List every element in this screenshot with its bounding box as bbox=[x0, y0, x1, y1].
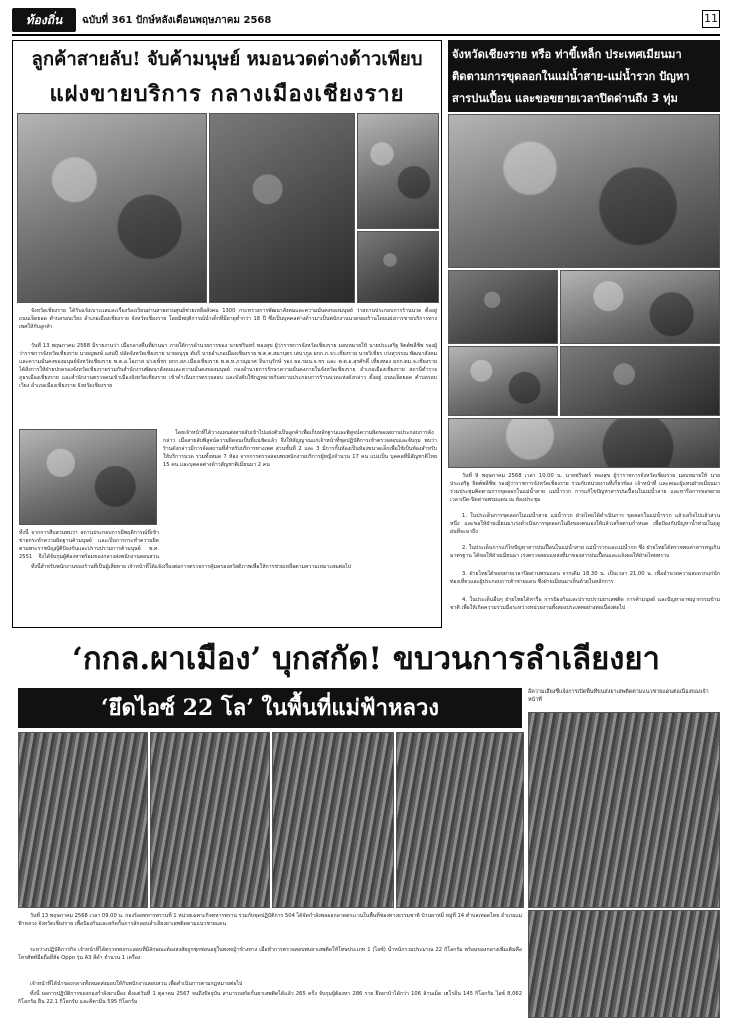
story1-para1: จังหวัดเชียงราย ได้รับแจ้งเบาะแสและเรื่องร้องเรียนผ่านสายด่วนศูนย์ช่วยเหลือสังคม 1300 กระทรวงการพัฒนาสังคมและความมั่นคงของมนุษย์ ว่าสถานประกอบการร้านนวด ตั้งอยู่ถนนเจ็ดยอด ตำบลรอบเวียง อำเภอเมืองเชียงราย จังหวัดเชียงราย โดยมีพฤติการณ์นำเด็กที่มีอายุต่ำกว่า 18 ปี ซึ่งเป็นบุคคลต่างด้าวมาเป็นพนักงานนวดของร้านโดยแฝงการขายบริการทางเพศให้กับลูกค้า bbox=[19, 308, 437, 331]
story-border-meeting bbox=[448, 40, 720, 628]
story3-para4: ทั้งนี้ ผลการปฏิบัติการของกองกำลังผาเมือง ตั้งแต่วันที่ 1 ตุลาคม 2567 จนถึงปัจจุบัน สามารถสกัดกั้นยาเสพติดได้แล้ว 265 ครั้ง จับกุมผู้ต้องหา 286 ราย ยึดยาบ้าได้กว่า 106 ล้านเม็ด เฮโรอีน 145 กิโลกรัม ไอซ์ 8,062 กิโลกรัม ฝิ่น 22.1 กิโลกรัม และคีตามีน 595 กิโลกรัม bbox=[18, 991, 522, 1006]
photo-officers-street bbox=[357, 113, 439, 229]
photo-seized-package bbox=[528, 712, 720, 908]
story1-headline-2: แฝงขายบริการ กลางเมืองเชียงราย bbox=[49, 81, 405, 107]
story1-headline-1: ลูกค้าสายลับ! จับค้ามนุษย์ หมอนวดต่างด้าวเพียบ bbox=[31, 49, 423, 70]
photo-meeting-table-2 bbox=[560, 346, 720, 416]
story2-item1: 1. ในประเด็นการขุดลอกในแม่น้ำสาย แม่น้ำรวก ฝ่ายไทยได้ดำเนินการ ขุดลอกในแม่น้ำรวก แล้วเสร็จไปแล้วส่วนหนึ่ง และขอให้ฝ่ายเมียนมาเร่งดำเนินการขุดลอกในฝั่งของตนเองให้แล้วเสร็จตามกำหนด เพื่อป้องกันปัญหาน้ำท่วมในฤดูฝนที่จะมาถึง bbox=[450, 513, 720, 536]
photo-meeting-room-2 bbox=[560, 270, 720, 344]
story1-para5: ทั้งนี้สำหรับพนักงานของร้านที่เป็นผู้เสียหาย เจ้าหน้าที่ได้แจ้งเรื่องต่อการตรวจการคุ้มครองสวัสดิภาพเพื่อให้การช่วยเหลือตามความเหมาะสมต่อไป bbox=[31, 564, 352, 570]
photo-drug-bag-field bbox=[396, 732, 524, 908]
photo-sack-grass bbox=[528, 910, 720, 1018]
story2-headline-2: ติดตามการขุดลอกในแม่น้ำสาย-แม่น้ำรวก ปัญหา bbox=[452, 70, 690, 83]
masthead bbox=[12, 8, 720, 34]
story3-headline-1: ‘กกล.ผาเมือง’ บุกสกัด! ขบวนการลำเลียงยา bbox=[72, 641, 660, 677]
story3-side-caption: อีความเสียงชี้แจ้งการเปิดพื้นที่ขนส่งยาเสพติดตามแนวชายแดนต่อเนื่องของเจ้าหน้าที่ bbox=[528, 689, 709, 704]
photo-meeting-officials bbox=[448, 114, 720, 268]
photo-officers-room bbox=[209, 113, 355, 303]
story1-para3: โดยเจ้าหน้าที่ได้วางแผนส่งสายลับเข้าไปแฝงตัวเป็นลูกค้าเพื่อเก็บหลักฐานและพิสูจน์ความผิดของสถานประกอบการดังกล่าว เมื่อสายลับพิสูจน์ความผิดจนเป็นที่แน่ชัดแล้ว จึงให้สัญญาณแก่เจ้าหน้าที่ชุดปฏิบัติการเข้าตรวจสอบและจับกุม พบว่าร้านดังกล่าวมีการจัดสถานที่สำหรับบริการทางเพศ ส่วนชั้นที่ 2 และ 3 มีการกั้นห้องเป็นห้องขนาดเล็กเพื่อใช้เป็นห้องสำหรับให้บริการนวด รวมทั้งหมด 7 ห้อง จากการตรวจสอบพบพนักงานบริการผู้หญิงจำนวน 17 คน แบ่งเป็น บุคคลที่มีสัญชาติไทย 15 คน และบุคคลต่างด้าวสัญชาติเมียนมา 2 คน bbox=[163, 430, 437, 469]
story3-headline-2: ‘ยึดไอซ์ 22 โล’ ในพื้นที่แม่ฟ้าหลวง bbox=[100, 695, 440, 721]
story2-item4: 4. ในประเด็นอื่นๆ ฝ่ายไทยได้หารือ การป้องกันและปราบปรามยาเสพติด การค้ามนุษย์ และปัญหาอาชญากรรมข้ามชาติ เพื่อให้เกิดความร่วมมือระหว่างหน่วยงานทั้งสองประเทศอย่างต่อเนื่องต่อไป bbox=[450, 597, 720, 612]
photo-meeting-room-1 bbox=[448, 270, 558, 344]
photo-officer-documents bbox=[19, 429, 157, 525]
story2-headline-3: สารปนเปื้อน และขอขยายเวลาปิดด่านถึง 3 ทุ่ม bbox=[452, 92, 678, 105]
story1-para2: วันที่ 13 พฤษภาคม 2568 มีรายงานว่า เมื่อกลางคืนที่ผ่านมา ภายใต้การอำนวยการของ นายชรินทร์ ทองสุข ผู้ว่าราชการจังหวัดเชียงราย มอบหมายให้ นายประเสริฐ จิตต์พลีชีพ รองผู้ว่าราชการจังหวัดเชียงราย นายญพงษ์ แสนปี ปลัดจังหวัดเชียงราย นายอนุรุธ ตันรี นายอำเภอเมืองเชียงราย พ.ต.ต.สมาบุตร เสนาภูล ผกก.ภ.จว.เชียงราย นายวิเชียร เก่งสุวรรณ พัฒนาสังคมและความมั่นคงของมนุษย์จังหวัดเชียงราย พ.ต.อ.โอภาส ม่วงเพ็ชร ผกก.สภ.เมืองเชียงราย พ.ต.ท.ภาณุมาศ จีนานุรักษ์ รอง ผอ.รมน.จ.ชร และ พ.ต.อ.สุรศักดิ์ เที่ยงทอง ผกก.ตม.จ.เชียงราย ได้สั่งการให้ฝ่ายปกครองจังหวัดเชียงรายร่วมกับสำนักงานพัฒนาสังคมและความมั่นคงของมนุษย์ กองอำนวยการรักษาความมั่นคงภายในจังหวัดเชียงราย อำเภอเมืองเชียงราย สถานีตำรวจภูธรเมืองเชียงราย และสำนักงานตรวจคนเข้าเมืองจังหวัดเชียงราย เข้าดำเนินการตรวจสอบ และบังคับใช้กฎหมายกับสถานประกอบการร้านนวดแห่งดังกล่าว ตั้งอยู่ ถนนเจ็ดยอด ตำบลรอบเวียง อำเภอเมืองเชียงราย จังหวัดเชียงราย bbox=[19, 343, 437, 390]
masthead-rule bbox=[12, 34, 720, 36]
logo-text: ท้องถิ่น bbox=[25, 13, 63, 27]
masthead-logo bbox=[12, 8, 76, 32]
photo-soldiers-inspect bbox=[150, 732, 270, 908]
photo-meeting-table-1 bbox=[448, 346, 558, 416]
photo-soldier-grass bbox=[272, 732, 394, 908]
page-number: 11 bbox=[702, 10, 720, 28]
story2-headline-1: จังหวัดเชียงราย หรือ ท่าขี้เหล็ก ประเทศเมียนมา bbox=[452, 48, 682, 61]
photo-officer-standing bbox=[357, 231, 439, 303]
photo-raid-interior bbox=[17, 113, 207, 303]
issue-line: ฉบับที่ 361 ปักษ์หลังเดือนพฤษภาคม 2568 bbox=[82, 15, 272, 26]
story2-item2: 2. ในประเด็นการแก้ไขปัญหาสารปนเปื้อนในแม่น้ำสาย แม่น้ำรวกและแม่น้ำกก ซึ่ง ฝ่ายไทยได้ตรวจพบค่าสารหนูเกินมาตรฐาน ได้ขอให้ฝ่ายเมียนมา เร่งตรวจสอบแหล่งที่มาของสารปนเปื้อนและแจ้งผลให้ฝ่ายไทยทราบ bbox=[450, 545, 720, 560]
story2-item3: 3. ฝ่ายไทยได้ขอขยายเวลาปิดด่านพรมแดน จากเดิม 18.30 น. เป็นเวลา 21.00 น. เพื่ออำนวยความสะดวกแก่นักท่องเที่ยวและผู้ประกอบการค้าชายแดน ซึ่งฝ่ายเมียนมาเห็นด้วยในหลักการ bbox=[450, 571, 720, 586]
photo-meeting-wide bbox=[448, 418, 720, 468]
story1-para4: ทั้งนี้ จากการสืบสวนพบว่า สถานประกอบการมีพฤติการณ์ที่เข้าข่ายกระทำความผิดฐานค้ามนุษย์ และเป็นการกระทำความผิดตามพระราชบัญญัติป้องกันและปราบปรามการค้ามนุษย์ พ.ศ. 2551 จึงได้จับกุมผู้ต้องหาพร้อมของกลางส่งพนักงานสอบสวน bbox=[19, 530, 159, 561]
story-trafficking bbox=[12, 40, 442, 628]
story3-para1: วันที่ 13 พฤษภาคม 2568 เวลา 09.00 น. กองร้อยทหารพรานที่ 1 หน่วยเฉพาะกิจทหารพราน ร่วมกับชุดปฏิบัติการ 504 ได้จัดกำลังพลออกลาดตระเวนในพื้นที่ช่องทางธรรมชาติ บ้านผาหมี หมู่ที่ 14 ตำบลเทอดไทย อำเภอแม่ฟ้าหลวง จังหวัดเชียงราย เพื่อป้องกันและสกัดกั้นการลักลอบลำเลียงยาเสพติดตามแนวชายแดน bbox=[18, 913, 522, 928]
story2-para1: วันที่ 9 พฤษภาคม 2568 เวลา 10.00 น. นายชรินทร์ ทองสุข ผู้ว่าราชการจังหวัดเชียงราย มอบหมายให้ นายประเสริฐ จิตต์พลีชีพ รองผู้ว่าราชการจังหวัดเชียงราย ร่วมกับหน่วยงานที่เกี่ยวข้อง เจ้าหน้าที่ และคณะผู้แทนฝ่ายเมียนมา ร่วมประชุมติดตามการขุดลอกในแม่น้ำสาย แม่น้ำรวก การแก้ไขปัญหาสารปนเปื้อนในแม่น้ำสาย และหารือการขอขยายเวลาเปิด-ปิดด่านพรมแดน ณ ห้องประชุม bbox=[450, 473, 720, 504]
story3-para2: ระหว่างปฏิบัติภารกิจ เจ้าหน้าที่ได้ตรวจพบกระสอบที่มีลักษณะต้องสงสัยถูกซุกซ่อนอยู่ในพงหญ้าข้างทาง เมื่อทำการตรวจสอบพบยาเสพติดให้โทษประเภท 1 (ไอซ์) น้ำหนักรวมประมาณ 22 กิโลกรัม พร้อมของกลางเพิ่มเติมคือโทรศัพท์มือถือยี่ห้อ Oppo รุ่น A3 สีดำ จำนวน 1 เครื่อง bbox=[18, 947, 522, 962]
photo-soldiers-field bbox=[18, 732, 148, 908]
story3-para3: เจ้าหน้าที่ได้นำของกลางทั้งหมดส่งมอบให้กับพนักงานสอบสวน เพื่อดำเนินการตามกฎหมายต่อไป bbox=[30, 981, 243, 987]
